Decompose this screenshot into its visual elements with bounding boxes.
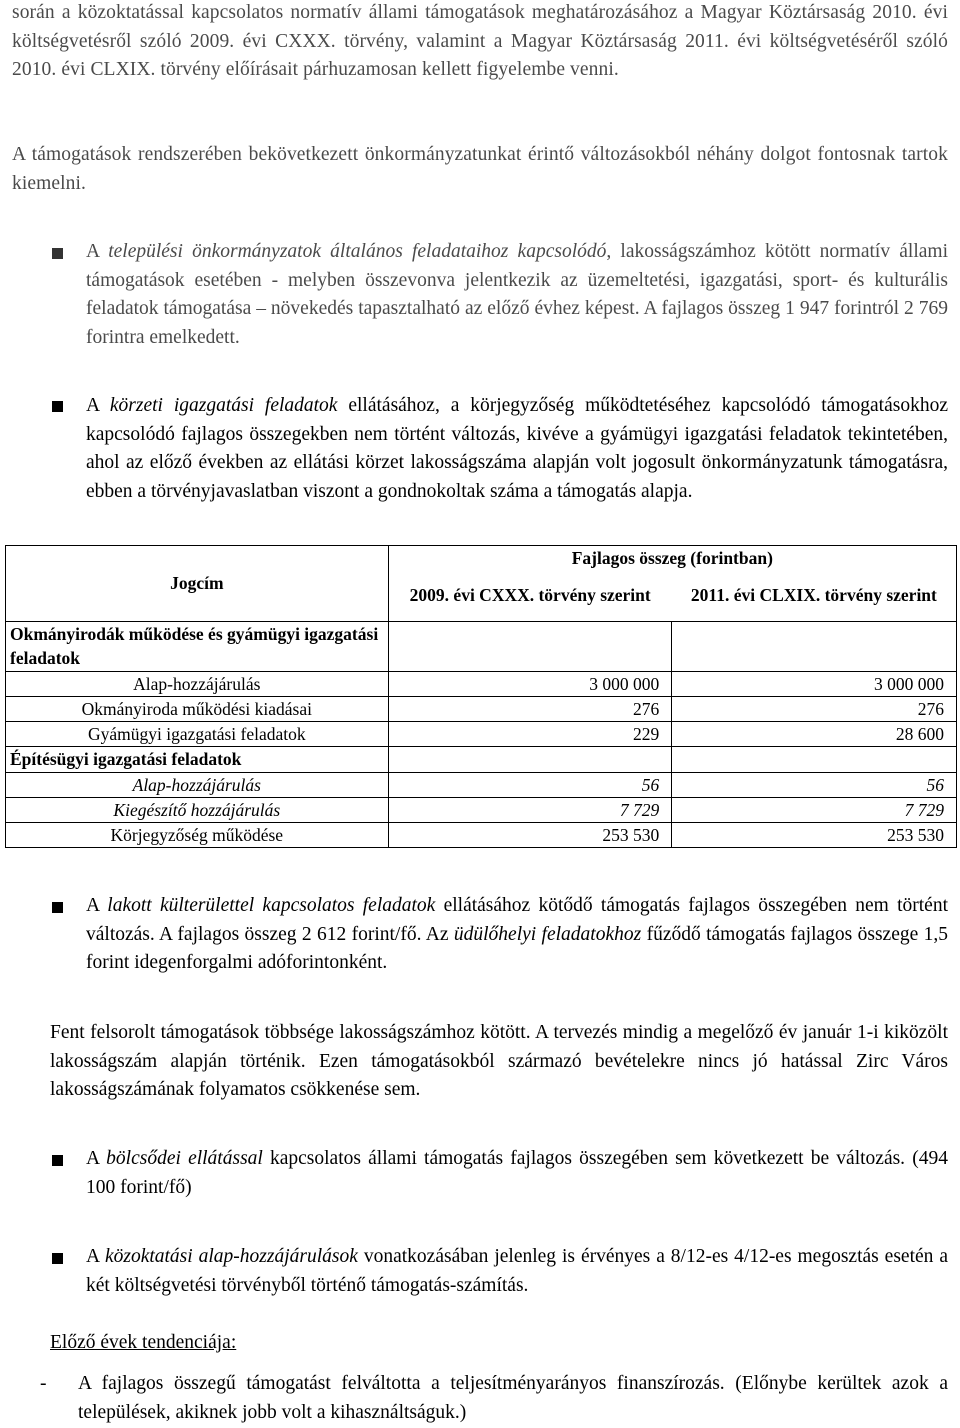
row-value-2011 [672,621,957,671]
header-2011: 2011. évi CLXIX. törvény szerint [672,570,957,621]
header-group: Fajlagos összeg (forintban) [388,546,956,571]
row-value-2009 [388,747,672,772]
table-row [6,621,957,671]
row-value-2011: 253 530 [672,822,957,847]
bullet-nursery: A bölcsődei ellátással kapcsolatos állami támogatás fajlagos összegében sem következett be változás. (494 100 forint/fő) [86,1148,948,1198]
row-label: Kiegészítő hozzájárulás [6,797,389,822]
row-value-2011: 56 [672,772,957,797]
row-label: Okmányirodák működése és gyámügyi igazgatási feladatok [6,621,389,671]
table-row [6,722,957,747]
table-row [6,772,957,797]
bullet-general-tasks: A települési önkormányzatok általános feladataihoz kapcsolódó, lakosságszámhoz kötött normatív állami támogatások esetében - melyben összevonva jelentkezik az üzemeltetési, igazgatási, sport- és kulturális feladatok támogatása – növekedés tapasztalható az előző évhez képest. A fajlagos összeg 1 947 forintról 2 769 forintra emelkedett. [86,241,948,348]
support-amount-table [5,545,957,848]
header-jogcim: Jogcím [6,546,389,622]
row-value-2011: 28 600 [672,722,957,747]
table-row [6,696,957,721]
bullet-square-icon [52,401,63,412]
row-value-2009: 3 000 000 [388,671,672,696]
bullet-district-admin: A körzeti igazgatási feladatok ellátásához, a körjegyzőség működtetéséhez kapcsolódó támogatásokhoz kapcsolódó fajlagos összegekben nem történt változás, kivéve a gyámügyi igazgatási feladatok tekintetében, ahol az előző években az ellátási körzet lakosságszáma alapján volt jogosult önkormányzatunk támogatásra, ebben a törvényjavaslatban viszont a gondnokoltak száma a támogatás alapja. [86,395,948,502]
table-row [6,747,957,772]
row-value-2009: 253 530 [388,822,672,847]
row-label: Alap-hozzájárulás [6,671,389,696]
row-value-2009: 229 [388,722,672,747]
row-label: Okmányiroda működési kiadásai [6,696,389,721]
bullet-outskirts: A lakott külterülettel kapcsolatos feladatok ellátásához kötődő támogatás fajlagos összegében nem történt változás. A fajlagos összeg 2 612 forint/fő. Az üdülőhelyi feladatokhoz fűződő támogatás fajlagos összege 1,5 forint idegenforgalmi adóforintonként. [86,895,949,974]
row-value-2009: 56 [388,772,672,797]
row-value-2011 [672,747,957,772]
header-2009: 2009. évi CXXX. törvény szerint [388,570,672,621]
bullet-square-icon [52,902,63,913]
row-value-2011: 3 000 000 [672,671,957,696]
bullet-square-icon [52,1253,63,1264]
row-value-2011: 276 [672,696,957,721]
table-row [6,671,957,696]
row-value-2009: 7 729 [388,797,672,822]
row-label: Alap-hozzájárulás [6,772,389,797]
table-row [6,822,957,847]
row-label: Gyámügyi igazgatási feladatok [6,722,389,747]
bullet-education: A közoktatási alap-hozzájárulások vonatkozásában jelenleg is érvényes a 8/12-es 4/12-es megosztás esetén a két költségvetési törvényből történő támogatás-számítás. [86,1246,948,1296]
intro-paragraph: során a közoktatással kapcsolatos normatív állami támogatások meghatározásához a Magyar Köztársaság 2010. évi költségvetésről szóló 2009. évi CXXX. törvény, valamint a Magyar Köztársaság 2011. évi költségvetéséről szóló 2010. évi CLXIX. törvény előírásait párhuzamosan kellett figyelembe venni. [12,2,948,81]
row-label: Építésügyi igazgatási feladatok [6,747,389,772]
bullet-square-icon [52,248,63,259]
dash-marker: - [40,1373,47,1394]
highlight-paragraph: A támogatások rendszerében bekövetkezett önkormányzatunkat érintő változásokból néhány dolgot fontosnak tartok kiemelni. [12,144,948,194]
row-value-2011: 7 729 [672,797,957,822]
bullet-square-icon [52,1155,63,1166]
row-value-2009: 276 [388,696,672,721]
trend-item: A fajlagos összegű támogatást felváltotta a teljesítményarányos finanszírozás. (Előnybe kerültek azok a települések, akiknek jobb volt a kihasználtságuk.) [78,1373,948,1423]
row-value-2009 [388,621,672,671]
table-row [6,797,957,822]
population-paragraph: Fent felsorolt támogatások többsége lakosságszámhoz kötött. A tervezés mindig a megelőző év január 1-i kiközölt lakosságszám alapján történik. Ezen támogatásokból származó bevételekre nincs jó hatással Zirc Város lakosságszámának folyamatos csökkenése sem. [50,1022,948,1101]
trend-heading: Előző évek tendenciája: [50,1332,237,1353]
row-label: Körjegyzőség működése [6,822,389,847]
